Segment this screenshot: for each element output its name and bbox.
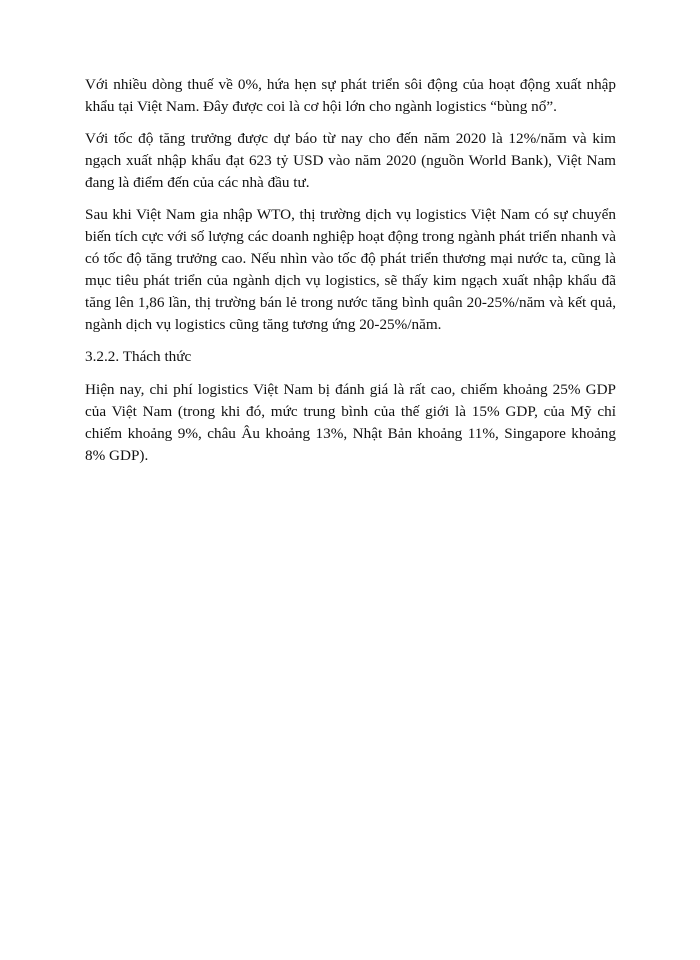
paragraph-logistics-cost: Hiện nay, chi phí logistics Việt Nam bị đánh giá là rất cao, chiếm khoảng 25% GDP của Việt Nam (trong khi đó, mức trung bình của thế giới là 15% GDP, của Mỹ chỉ chiếm khoảng 9%, châu Âu khoảng 13%, Nhật Bản khoảng 11%, Singapore khoảng 8% GDP). [85, 381, 616, 464]
section-heading-challenges: 3.2.2. Thách thức [85, 348, 192, 365]
paragraph-tax-lines: Với nhiều dòng thuế về 0%, hứa hẹn sự phát triển sôi động của hoạt động xuất nhập khẩu tại Việt Nam. Đây được coi là cơ hội lớn cho ngành logistics “bùng nổ”. [85, 76, 616, 115]
document-body [85, 74, 616, 477]
paragraph-wto-market: Sau khi Việt Nam gia nhập WTO, thị trường dịch vụ logistics Việt Nam có sự chuyển biến tích cực với số lượng các doanh nghiệp hoạt động trong ngành phát triển nhanh và có tốc độ tăng trưởng cao. Nếu nhìn vào tốc độ phát triển thương mại nước ta, cũng là mục tiêu phát triển của ngành dịch vụ logistics, sẽ thấy kim ngạch xuất nhập khẩu đã tăng lên 1,86 lần, thị trường bán lẻ trong nước tăng bình quân 20-25%/năm và kết quả, ngành dịch vụ logistics cũng tăng tương ứng 20-25%/năm. [85, 206, 616, 333]
paragraph-growth-forecast: Với tốc độ tăng trưởng được dự báo từ nay cho đến năm 2020 là 12%/năm và kim ngạch xuất nhập khẩu đạt 623 tỷ USD vào năm 2020 (nguồn World Bank), Việt Nam đang là điểm đến của các nhà đầu tư. [85, 130, 616, 191]
